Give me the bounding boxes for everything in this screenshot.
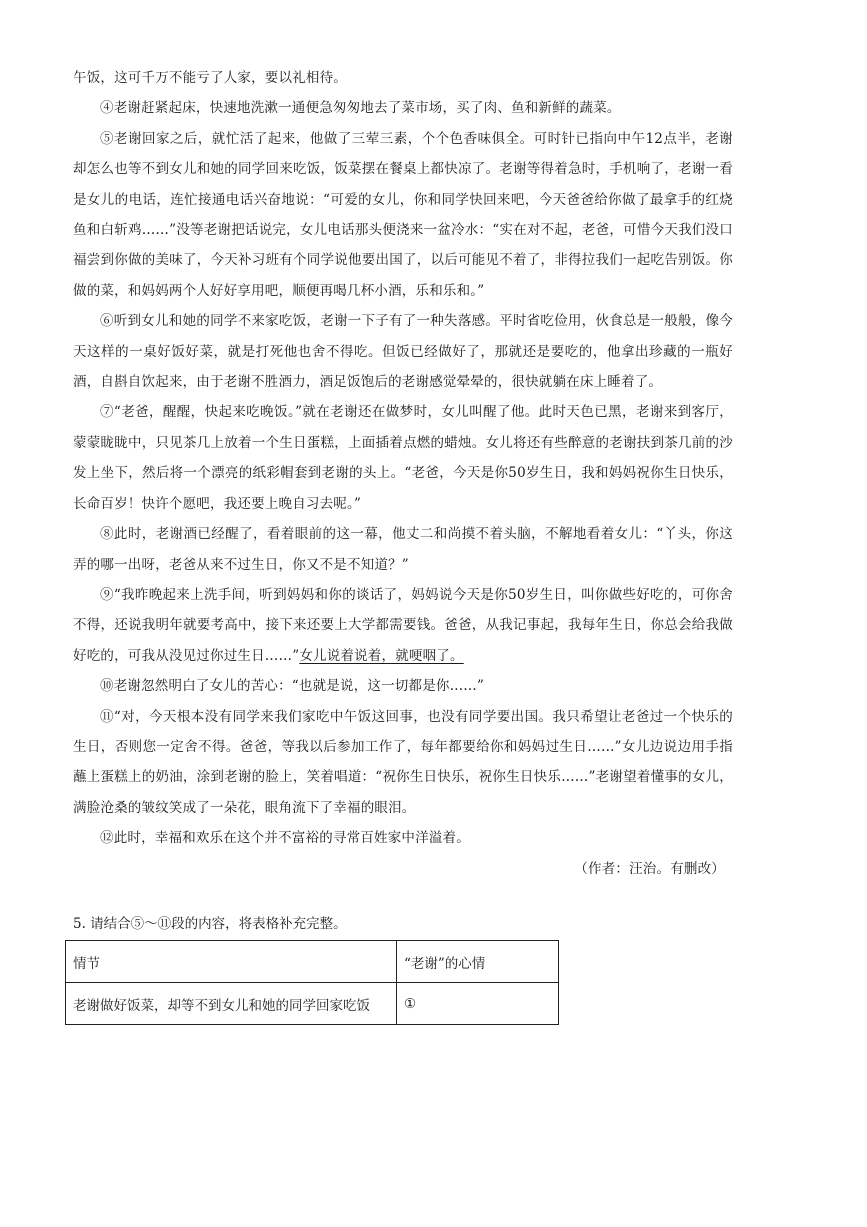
table-cell-plot: 老谢做好饭菜，却等不到女儿和她的同学回家吃饭 — [66, 983, 397, 1025]
paragraph-9 — [73, 580, 733, 671]
paragraph-continuation: 午饭，这可千万不能亏了人家，要以礼相待。 — [73, 70, 347, 86]
paragraph-12: ⑫此时，幸福和欢乐在这个并不富裕的寻常百姓家中洋溢着。 — [100, 830, 470, 847]
table-row — [66, 983, 559, 1025]
table-header-row — [66, 941, 559, 983]
paragraph-4: ④老谢赶紧起床，快速地洗漱一通便急匆匆地去了菜市场，买了肉、鱼和新鲜的蔬菜。 — [100, 100, 621, 117]
author-attribution: （作者：汪治。有删改） — [574, 860, 725, 877]
paragraph-9-underlined-sentence: 女儿说着说着，就哽咽了。 — [299, 647, 464, 664]
table-header-mood: “老谢”的心情 — [397, 941, 559, 983]
table-cell-answer-blank[interactable]: ① — [397, 983, 559, 1025]
answer-table — [65, 940, 559, 1025]
paragraph-11: ⑪“对，今天根本没有同学来我们家吃中午饭这回事，也没有同学要出国。我只希望让老爸过一个快乐的生日，否则您一定舍不得。爸爸，等我以后参加工作了，每年都要给你和妈妈过生日……”女儿边说边用手指蘸上蛋糕上的奶油，涂到老谢的脸上，笑着唱道：“祝你生日快乐，祝你生日快乐……”老谢望着懂事的女儿，满脸沧桑的皱纹笑成了一朵花，眼角流下了幸福的眼泪。 — [73, 708, 733, 816]
paragraph-6: ⑥听到女儿和她的同学不来家吃饭，老谢一下子有了一种失落感。平时省吃俭用，伙食总是一般般，像今天这样的一桌好饭好菜，就是打死他也舍不得吃。但饭已经做好了，那就还是要吃的，他拿出珍藏的一瓶好酒，自斟自饮起来，由于老谢不胜酒力，酒足饭饱后的老谢感觉晕晕的，很快就躺在床上睡着了。 — [73, 313, 733, 391]
paragraph-7: ⑦“老爸，醒醒，快起来吃晚饭。”就在老谢还在做梦时，女儿叫醒了他。此时天色已黑，老谢来到客厅，蒙蒙眬眬中，只见茶几上放着一个生日蛋糕，上面插着点燃的蜡烛。女儿将还有些醉意的老谢扶到茶几前的沙发上坐下，然后将一个漂亮的纸彩帽套到老谢的头上。“老爸，今天是你50岁生日，我和妈妈祝你生日快乐，长命百岁！快许个愿吧，我还要上晚自习去呢。” — [73, 404, 733, 512]
question-5-prompt: 5. 请结合⑤～⑪段的内容，将表格补充完整。 — [73, 916, 347, 932]
paragraph-8: ⑧此时，老谢酒已经醒了，看着眼前的这一幕，他丈二和尚摸不着头脑，不解地看着女儿：“丫头，你这弄的哪一出呀，老爸从来不过生日，你又不是不知道？” — [73, 526, 733, 573]
paragraph-9-main: ⑨“我昨晚起来上洗手间，听到妈妈和你的谈话了，妈妈说今天是你50岁生日，叫你做些好吃的，可你舍不得，还说我明年就要考高中，接下来还要上大学都需要钱。爸爸，从我记事起，我每年生日，你总会给我做好吃的，可我从没见过你过生日……” — [73, 586, 733, 664]
table-header-plot: 情节 — [66, 941, 397, 983]
paragraph-10: ⑩老谢忽然明白了女儿的苦心：“也就是说，这一切都是你……” — [100, 678, 485, 695]
story-text — [73, 63, 733, 884]
paragraph-5: ⑤老谢回家之后，就忙活了起来，他做了三荤三素，个个色香味俱全。可时针已指向中午12点半，老谢却怎么也等不到女儿和她的同学回来吃饭，饭菜摆在餐桌上都快凉了。老谢等得着急时，手机响了，老谢一看是女儿的电话，连忙接通电话兴奋地说：“可爱的女儿，你和同学快回来吧，今天爸爸给你做了最拿手的红烧鱼和白斩鸡……”没等老谢把话说完，女儿电话那头便浇来一盆冷水：“实在对不起，老爸，可惜今天我们没口福尝到你做的美味了，今天补习班有个同学说他要出国了，以后可能见不着了，非得拉我们一起吃告别饭。你做的菜，和妈妈两个人好好享用吧，顺便再喝几杯小酒，乐和乐和。” — [73, 130, 734, 299]
